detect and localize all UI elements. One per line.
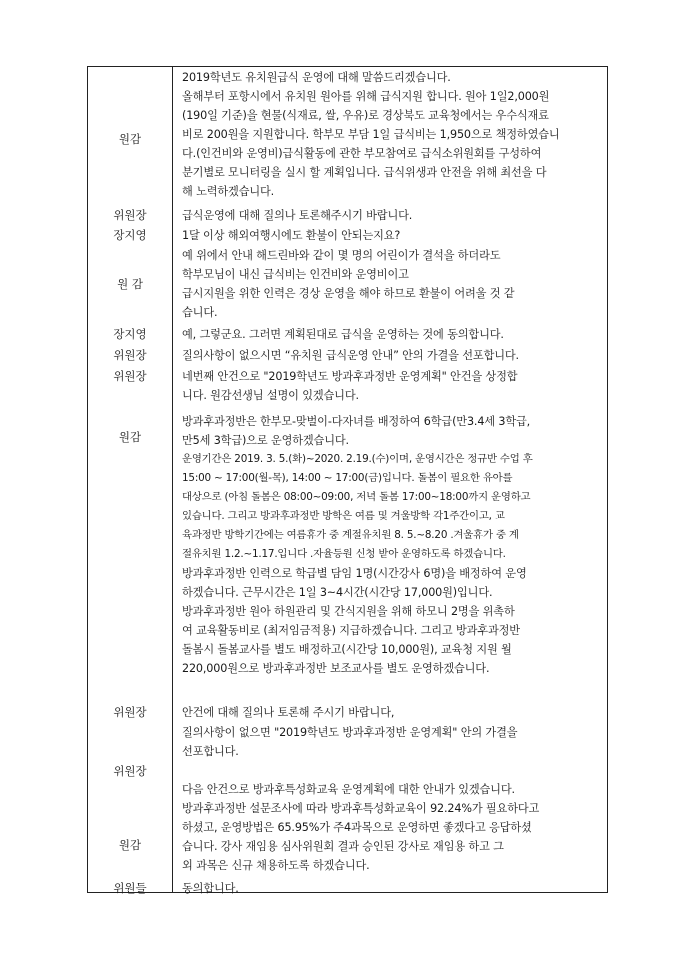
speaker-label: 장지영	[113, 327, 147, 341]
statement-line: 급시지원을 위한 인력은 경상 운영을 해야 하므로 환불이 어려울 것 같	[182, 287, 515, 300]
statement-line	[182, 761, 600, 780]
minutes-row	[88, 225, 607, 245]
statement-line: 15:00 ~ 17:00(월-목), 14:00 ~ 17:00(금)입니다. 돌봄이 필요한 유아를	[182, 472, 513, 484]
statement-line: 대상으로 (아침 돌봄은 08:00~09:00, 저녁 돌봄 17:00~18:00까지 운영하고	[182, 491, 531, 503]
statement-text	[182, 206, 600, 225]
speaker-label: 위원장	[113, 764, 147, 778]
minutes-row	[88, 205, 607, 225]
statement-line: 1달 이상 해외여행시에도 환불이 안되는지요?	[182, 229, 401, 242]
statement-line: 방과후과정반 인력으로 학급별 담임 1명(시간강사 6명)을 배정하여 운영	[182, 567, 527, 580]
statement-text	[182, 68, 600, 201]
speaker-label: 위원장	[113, 208, 147, 222]
minutes-row	[88, 366, 607, 411]
statement-line: 220,000원으로 방과후과정반 보조교사를 별도 운영하겠습니다.	[182, 662, 490, 675]
speaker-label: 위원장	[113, 369, 147, 383]
speaker-label: 원 감	[117, 277, 143, 291]
statement-line: 운영기간은 2019. 3. 5.(화)~2020. 2.19.(수)이며, 운영시간은 정규반 수업 후	[182, 453, 533, 465]
statement-line: 습니다. 강사 재임용 심사위원회 결과 승인된 강사로 재임용 하고 그	[182, 840, 504, 853]
statement-line: 동의합니다.	[182, 882, 239, 895]
statement-line: 방과후과정반은 한부모-맞벌이-다자녀를 배정하여 6학급(만3.4세 3학급,	[182, 415, 531, 428]
speaker-label: 원감	[118, 430, 142, 444]
statement-text	[182, 226, 600, 245]
minutes-row	[88, 324, 607, 345]
speaker-label: 위원들	[113, 881, 147, 895]
speaker-label: 원감	[118, 132, 142, 146]
minutes-row	[88, 878, 607, 898]
speaker-label: 위원장	[113, 348, 147, 362]
statement-text	[182, 325, 600, 344]
statement-line: 급식운영에 대해 질의나 토론해주시기 바랍니다.	[182, 209, 413, 222]
statement-line: 돌봄시 돌봄교사를 별도 배정하고(시간당 10,000원), 교육청 지원 월	[182, 643, 512, 656]
statement-line: 2019학년도 유치원급식 운영에 대해 말씀드리겠습니다.	[182, 71, 451, 84]
statement-line: 질의사항이 없으면 "2019학년도 방과후과정반 운영계획" 안의 가결을	[182, 726, 518, 739]
minutes-row	[88, 722, 607, 798]
minutes-row	[88, 702, 607, 722]
statement-line: 있습니다. 그리고 방과후과정반 방학은 여름 및 겨울방학 각1주간이고, 교	[182, 510, 505, 522]
minutes-table	[87, 66, 608, 893]
minutes-row	[88, 411, 607, 702]
statement-line: 육과정반 방학기간에는 여름휴가 중 계절유치원 8. 5.~8.20 .겨울휴가 중 계	[182, 529, 519, 541]
statement-line: 하셨고, 운영방법은 65.95%가 주4과목으로 운영하면 좋겠다고 응답하셨	[182, 821, 532, 834]
statement-line: 방과후과정반 설문조사에 따라 방과후특성화교육이 92.24%가 필요하다고	[182, 802, 540, 815]
statement-line: 만5세 3학급)으로 운영하겠습니다.	[182, 434, 349, 447]
statement-line: 방과후과정반 원아 하원관리 및 간식지원을 위해 하모니 2명을 위촉하	[182, 605, 515, 618]
statement-line: 질의사항이 없으시면 “유치원 급식운영 안내” 안의 가결을 선포합니다.	[182, 349, 519, 362]
statement-line: 다음 안건으로 방과후특성화교육 운영계획에 대한 안내가 있겠습니다.	[182, 783, 515, 796]
statement-line: 해 노력하겠습니다.	[182, 185, 275, 198]
minutes-row	[88, 245, 607, 324]
statement-text	[182, 346, 600, 365]
statement-text	[182, 703, 600, 722]
speaker-label: 장지영	[113, 228, 147, 242]
statement-line: 예, 그렇군요. 그러면 계획된대로 급식을 운영하는 것에 동의합니다.	[182, 328, 504, 341]
statement-text	[182, 799, 600, 875]
statement-line: 절유치원 1.2.~1.17.입니다 .자율등원 신청 받아 운영하도록 하겠습니다.	[182, 548, 506, 560]
statement-text	[182, 723, 600, 799]
statement-text	[182, 246, 600, 322]
statement-line: 외 과목은 신규 채용하도록 하겠습니다.	[182, 859, 370, 872]
minutes-row	[88, 798, 607, 878]
statement-line: 올해부터 포항시에서 유치원 원아를 위해 급식지원 합니다. 원아 1일2,000원	[182, 90, 550, 103]
statement-text	[182, 879, 600, 898]
speaker-label: 위원장	[113, 705, 147, 719]
statement-line: 다.(인건비와 운영비)급식활동에 관한 부모참여로 급식소위원회를 구성하여	[182, 147, 542, 160]
statement-text	[182, 367, 600, 405]
speaker-label: 원감	[118, 838, 142, 852]
statement-line: 학부모님이 내신 급식비는 인건비와 운영비이고	[182, 268, 409, 281]
statement-line: 하겠습니다. 근무시간은 1일 3~4시간(시간당 17,000원)입니다.	[182, 586, 493, 599]
statement-line: 네번째 안건으로 "2019학년도 방과후과정반 운영계획" 안건을 상정합	[182, 370, 518, 383]
statement-line: 선포합니다.	[182, 745, 239, 758]
minutes-row	[88, 345, 607, 366]
statement-text	[182, 412, 600, 678]
statement-line: 안건에 대해 질의나 토론해 주시기 바랍니다,	[182, 706, 395, 719]
statement-line: (190일 기준)을 현물(식재료, 쌀, 우유)로 경상북도 교육청에서는 우수식재료	[182, 109, 549, 122]
statement-line: 예 위에서 안내 해드린바와 같이 몇 명의 어린이가 결석을 하더라도	[182, 249, 501, 262]
statement-line: 니다. 원감선생님 설명이 있겠습니다.	[182, 389, 359, 402]
minutes-row	[88, 67, 607, 205]
statement-line: 비로 200원을 지원합니다. 학부모 부담 1일 급식비는 1,950으로 책정하였습니	[182, 128, 560, 141]
statement-line: 습니다.	[182, 306, 218, 319]
statement-line: 여 교육활동비로 (최저임금적용) 지급하겠습니다. 그리고 방과후과정반	[182, 624, 520, 637]
statement-line: 분기별로 모니터링을 실시 할 계획입니다. 급식위생과 안전을 위해 최선을 다	[182, 166, 547, 179]
